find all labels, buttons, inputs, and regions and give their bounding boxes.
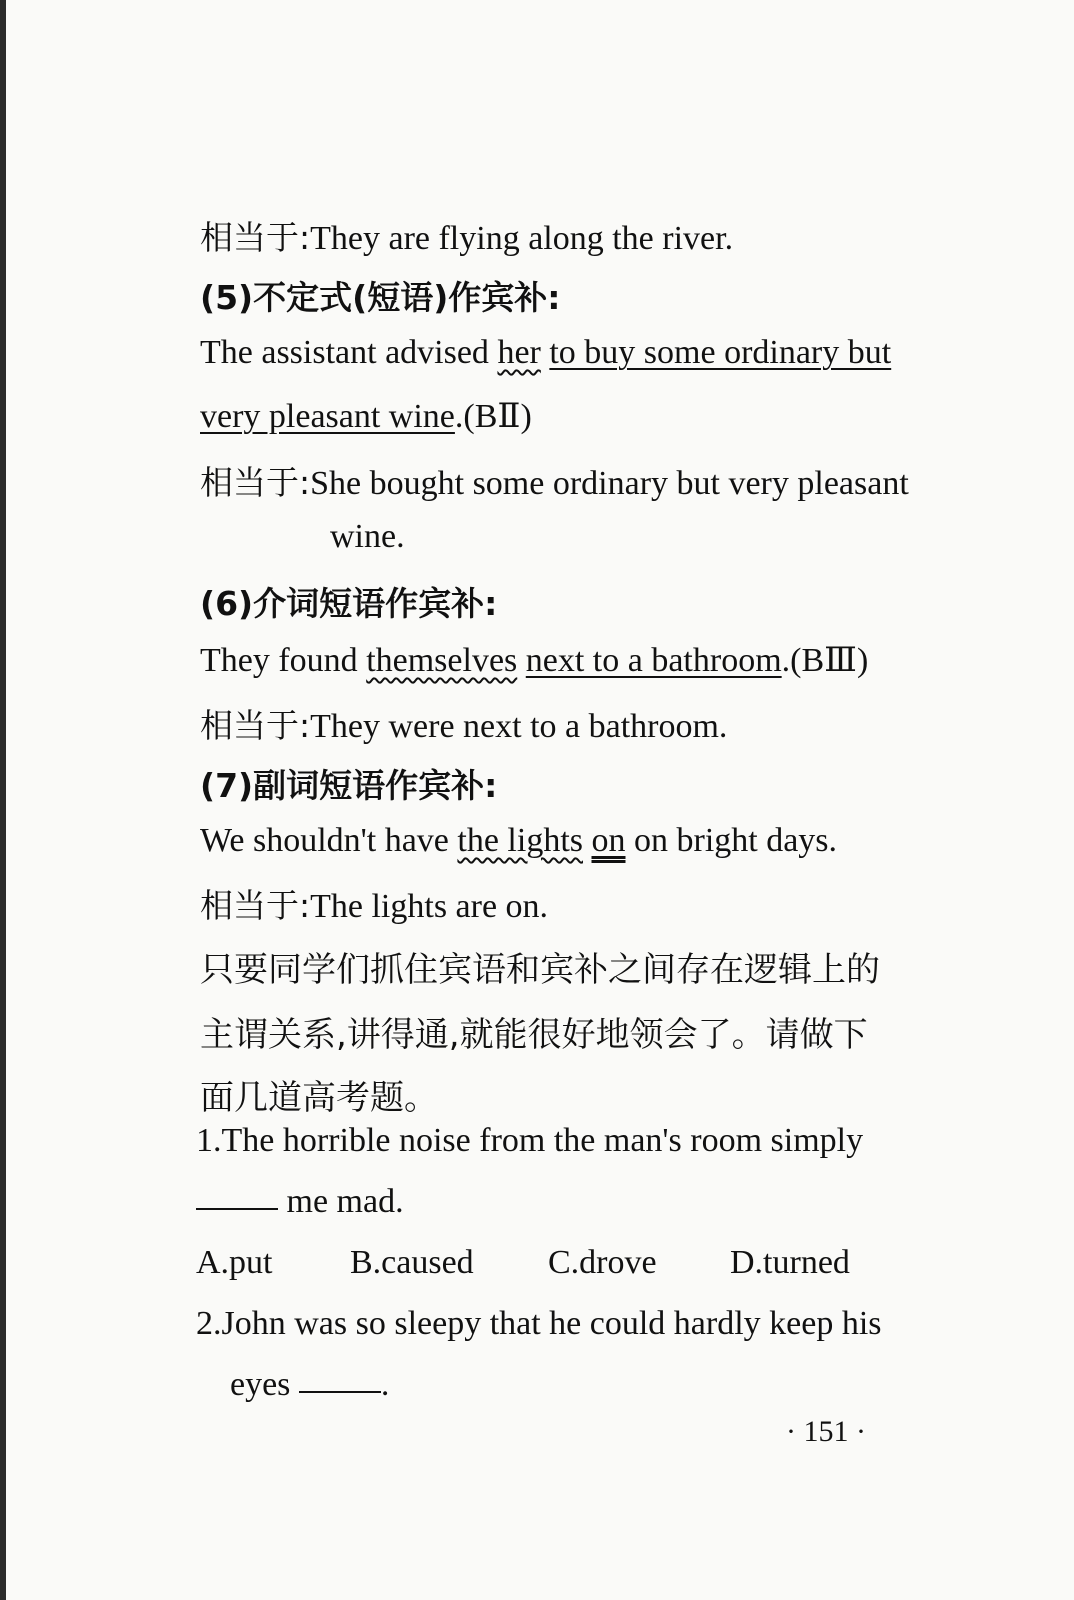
complement-underlined: very pleasant wine xyxy=(200,398,455,435)
equivalent-text: They were next to a bathroom. xyxy=(310,708,728,745)
equivalent-line-7 xyxy=(200,880,548,927)
heading-5: (5)不定式(短语)作宾补: xyxy=(200,278,561,317)
question-1-line-1: 1.The horrible noise from the man's room simply xyxy=(196,1122,864,1159)
example-sentence-5 xyxy=(200,334,891,372)
equivalent-text: She bought some ordinary but very pleasant xyxy=(310,465,909,502)
question-2-line-2 xyxy=(230,1366,389,1404)
object-wavy: themselves xyxy=(366,642,518,679)
question-text: . xyxy=(380,1366,390,1403)
equivalent-label: 相当于: xyxy=(200,886,311,925)
equivalent-text: They are flying along the river. xyxy=(310,220,734,257)
equivalent-line-6 xyxy=(200,700,727,747)
page-number: · 151 · xyxy=(786,1415,866,1448)
question-1-option-c: C.drove xyxy=(548,1244,657,1281)
equivalent-line-4 xyxy=(200,212,733,259)
sentence-text: The assistant advised xyxy=(200,334,498,371)
question-1-option-d: D.turned xyxy=(730,1244,850,1281)
question-1-option-b: B.caused xyxy=(350,1244,474,1281)
answer-blank xyxy=(299,1390,381,1393)
paragraph-line-2: 主谓关系,讲得通,就能很好地领会了。请做下 xyxy=(200,1015,868,1055)
object-wavy: the lights xyxy=(457,822,583,859)
equivalent-text: The lights are on. xyxy=(310,888,549,925)
source-ref: .(BⅢ) xyxy=(781,642,869,679)
question-1-option-a: A.put xyxy=(196,1244,273,1281)
heading-7: (7)副词短语作宾补: xyxy=(200,766,498,805)
question-1-line-2 xyxy=(196,1183,404,1221)
space xyxy=(583,822,592,859)
page-edge-shadow xyxy=(0,0,6,1600)
paragraph-line-1: 只要同学们抓住宾语和宾补之间存在逻辑上的 xyxy=(200,950,880,990)
paragraph-line-3: 面几道高考题。 xyxy=(200,1078,438,1118)
example-sentence-5-cont xyxy=(200,396,532,436)
answer-blank xyxy=(196,1207,278,1210)
equivalent-line-5 xyxy=(200,457,909,504)
source-ref: .(BⅡ) xyxy=(454,398,532,435)
equivalent-label: 相当于: xyxy=(200,218,311,257)
complement-underlined: next to a bathroom xyxy=(525,642,782,679)
object-wavy: her xyxy=(497,334,541,371)
example-sentence-6 xyxy=(200,640,868,680)
question-text: eyes xyxy=(230,1366,299,1403)
complement-double-underlined: on xyxy=(591,822,626,859)
example-sentence-7 xyxy=(200,822,837,860)
question-2-line-1: 2.John was so sleepy that he could hardly keep his xyxy=(196,1305,882,1342)
equivalent-label: 相当于: xyxy=(200,706,311,745)
equivalent-line-5-cont: wine. xyxy=(330,518,405,555)
equivalent-label: 相当于: xyxy=(200,463,311,502)
question-text: me mad. xyxy=(278,1183,404,1220)
complement-underlined: to buy some ordinary but xyxy=(549,334,892,371)
space xyxy=(517,642,526,679)
heading-6: (6)介词短语作宾补: xyxy=(200,584,498,623)
sentence-text: on bright days. xyxy=(625,822,838,859)
sentence-text: They found xyxy=(200,642,367,679)
sentence-text: We shouldn't have xyxy=(200,822,458,859)
